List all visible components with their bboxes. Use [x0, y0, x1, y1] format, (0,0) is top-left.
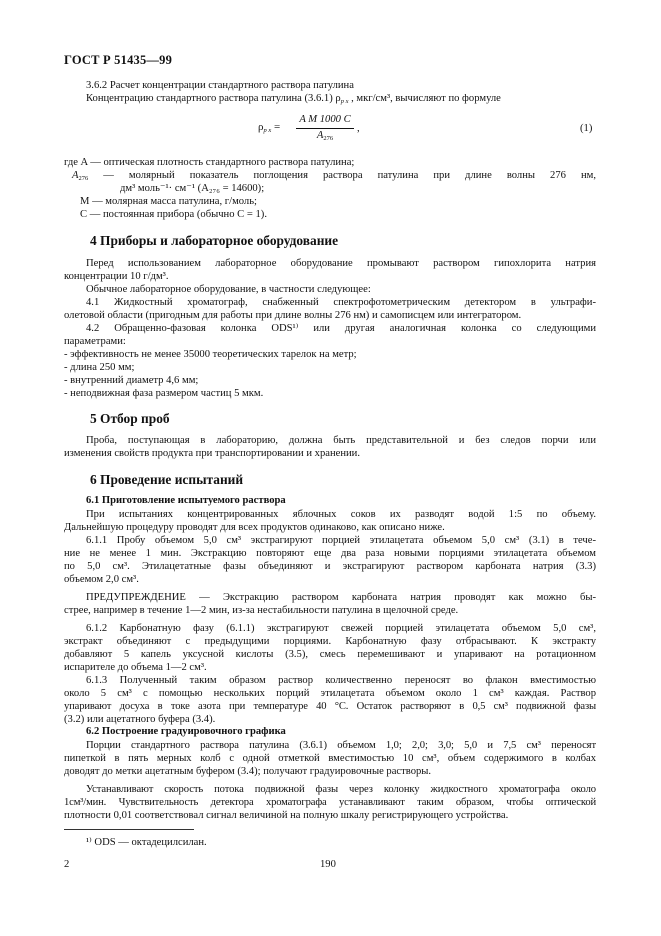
fraction-bar [296, 128, 354, 129]
sec6-1-p1b: Дальнейшую процедуру проводят для всех продуктов одинаково, как описано ниже. [64, 522, 445, 533]
warning-b: стрее, например в течение 1—2 мин, из-за нестабильности патулина в щелочной среде. [64, 605, 459, 616]
sec6-1-1a: 6.1.1 Пробу объемом 5,0 см³ экстрагируют порцией этилацетата объемом 5,0 см³ (3.1) в тече- [86, 535, 596, 546]
sec6-1-3a: 6.1.3 Полученный таким образом раствор количественно переносят во флакон вместимостью [86, 675, 596, 686]
subsection-3-6-2-title: 3.6.2 Расчет концентрации стандартного раствора патулина [86, 80, 354, 91]
param-list-item: - внутренний диаметр 4,6 мм; [64, 375, 199, 386]
where-line-c: C — постоянная прибора (обычно C = 1). [80, 209, 267, 220]
warning-a: ПРЕДУПРЕЖДЕНИЕ — Экстракцию раствором карбоната натрия проводят как можно бы- [86, 592, 596, 603]
sec4-p1b: концентрации 10 г/дм³. [64, 271, 169, 282]
sec6-1-2a: 6.1.2 Карбонатную фазу (6.1.1) экстрагируют свежей порцией этилацетата объемом 5,0 см³, [86, 623, 596, 634]
formula-intro: Концентрацию стандартного раствора патулина (3.6.1) $\rho_{p x}$ , мкг/см³, вычисляют по формуле [86, 93, 501, 105]
sec6-2-p1b: пипеткой в пять мерных колб с одной отметкой вместимостью 10 см³, объем содержимого в колбах [64, 753, 596, 764]
sec4-item-4-1a: 4.1 Жидкостный хроматограф, снабженный спектрофотометрическим детектором в ультрафи- [86, 297, 596, 308]
where-line-a276: $A_{276}$ — молярный показатель поглощения раствора патулина при длине волны 276 нм, [72, 170, 596, 182]
where-line-units: дм³ моль⁻¹· см⁻¹ (A₂₇₆ = 14600); [120, 183, 265, 194]
sec5-p1b: изменения свойств продукта при транспортировании и хранении. [64, 448, 360, 459]
sec6-1-2b: экстракт объединяют с предыдущими порциями. Карбонатную фазу отбрасывают. К экстракту [64, 636, 596, 647]
formula-number: (1) [580, 123, 593, 134]
param-list-item: - длина 250 мм; [64, 362, 135, 373]
where-line-a: где A — оптическая плотность стандартного раствора патулина; [64, 157, 355, 168]
sec5-p1a: Проба, поступающая в лабораторию, должна быть представительной и без следов порчи или [86, 435, 596, 446]
section-4-title: 4 Приборы и лабораторное оборудование [90, 233, 339, 248]
sec6-1-p1a: При испытаниях концентрированных яблочных соков их разводят водой 1:5 по объему. [86, 509, 596, 520]
sec6-1-1b: ние не менее 1 мин. Экстракцию повторяют еще два раза новыми порциями этилацетата объемом [64, 548, 596, 559]
formula-denominator: $A_{276}$ [316, 130, 334, 142]
formula-comma: , [357, 123, 360, 134]
sec6-1-2d: испарителе до объема 1—2 см³. [64, 662, 207, 673]
sec6-1-1c: по 5,0 см³. Этилацетатные фазы объединяют и экстрагируют раствором карбоната натрия (3.3) [64, 561, 596, 572]
sec6-1-3b: около 5 см³ с помощью нескольких порций этилацетата объемом около 1 см³ каждая. Раствор [64, 688, 596, 699]
page-number-left: 2 [64, 859, 70, 870]
sec6-1-1d: объемом 2,0 см³. [64, 574, 139, 585]
footnote: ¹⁾ ODS — октадецилсилан. [86, 837, 207, 848]
page-number-center: 190 [320, 859, 336, 870]
sec4-item-4-2a: 4.2 Обращенно-фазовая колонка ODS¹⁾ или другая аналогичная колонка со следующими [86, 323, 596, 334]
param-list-item: - эффективность не менее 35000 теоретических тарелок на метр; [64, 349, 357, 360]
sec4-p2: Обычное лабораторное оборудование, в частности следующее: [86, 284, 371, 295]
sec6-1-2c: добавляют 5 капель уксусной кислоты (3.5), смесь перемешивают и упаривают на ротационном [64, 649, 596, 660]
formula-lhs: $\rho_{p x}$ = [258, 121, 281, 134]
sec6-2-p1c: доводят до метки ацетатным буфером (3.4); получают градуировочные растворы. [64, 766, 432, 777]
subsection-6-2-title: 6.2 Построение градуировочного графика [86, 726, 286, 737]
subsection-6-1-title: 6.1 Приготовление испытуемого раствора [86, 495, 286, 506]
where-line-m: M — молярная масса патулина, г/моль; [80, 196, 257, 207]
param-list-item: - неподвижная фаза размером частиц 5 мкм. [64, 388, 264, 399]
footnote-divider [64, 829, 194, 830]
sec6-2-p1a: Порции стандартного раствора патулина (3.6.1) объемом 1,0; 2,0; 3,0; 5,0 и 7,5 см³ переносят [86, 740, 596, 751]
section-5-title: 5 Отбор проб [90, 411, 170, 426]
section-6-title: 6 Проведение испытаний [90, 472, 244, 487]
sec6-2-p2a: Устанавливают скорость потока подвижной фазы через колонку жидкостного хроматографа около [86, 784, 596, 795]
formula-numerator: A M 1000 C [299, 114, 351, 125]
sec4-item-4-1b: олетовой области (пригодным для работы при длине волны 276 нм) и самописцем или интегратором. [64, 310, 522, 321]
sec6-1-3d: (3.2) или ацетатного буфера (3.4). [64, 714, 216, 725]
sec4-item-4-2b: параметрами: [64, 336, 126, 347]
sec6-2-p2b: 1см³/мин. Чувствительность детектора хроматографа устанавливают таким образом, чтобы оптической [64, 797, 596, 808]
standard-header: ГОСТ Р 51435—99 [64, 53, 173, 67]
sec4-p1a: Перед использованием лабораторное оборудование промывают раствором гипохлорита натрия [86, 258, 596, 269]
sec6-1-3c: упаривают досуха в токе азота при температуре 40 °С. Остаток растворяют в 0,5 см³ подвижной фазы [64, 701, 596, 712]
sec6-2-p2c: плотности 0,01 соответствовал сигнал величиной на полную шкалу регистрирующего устройства. [64, 810, 509, 821]
